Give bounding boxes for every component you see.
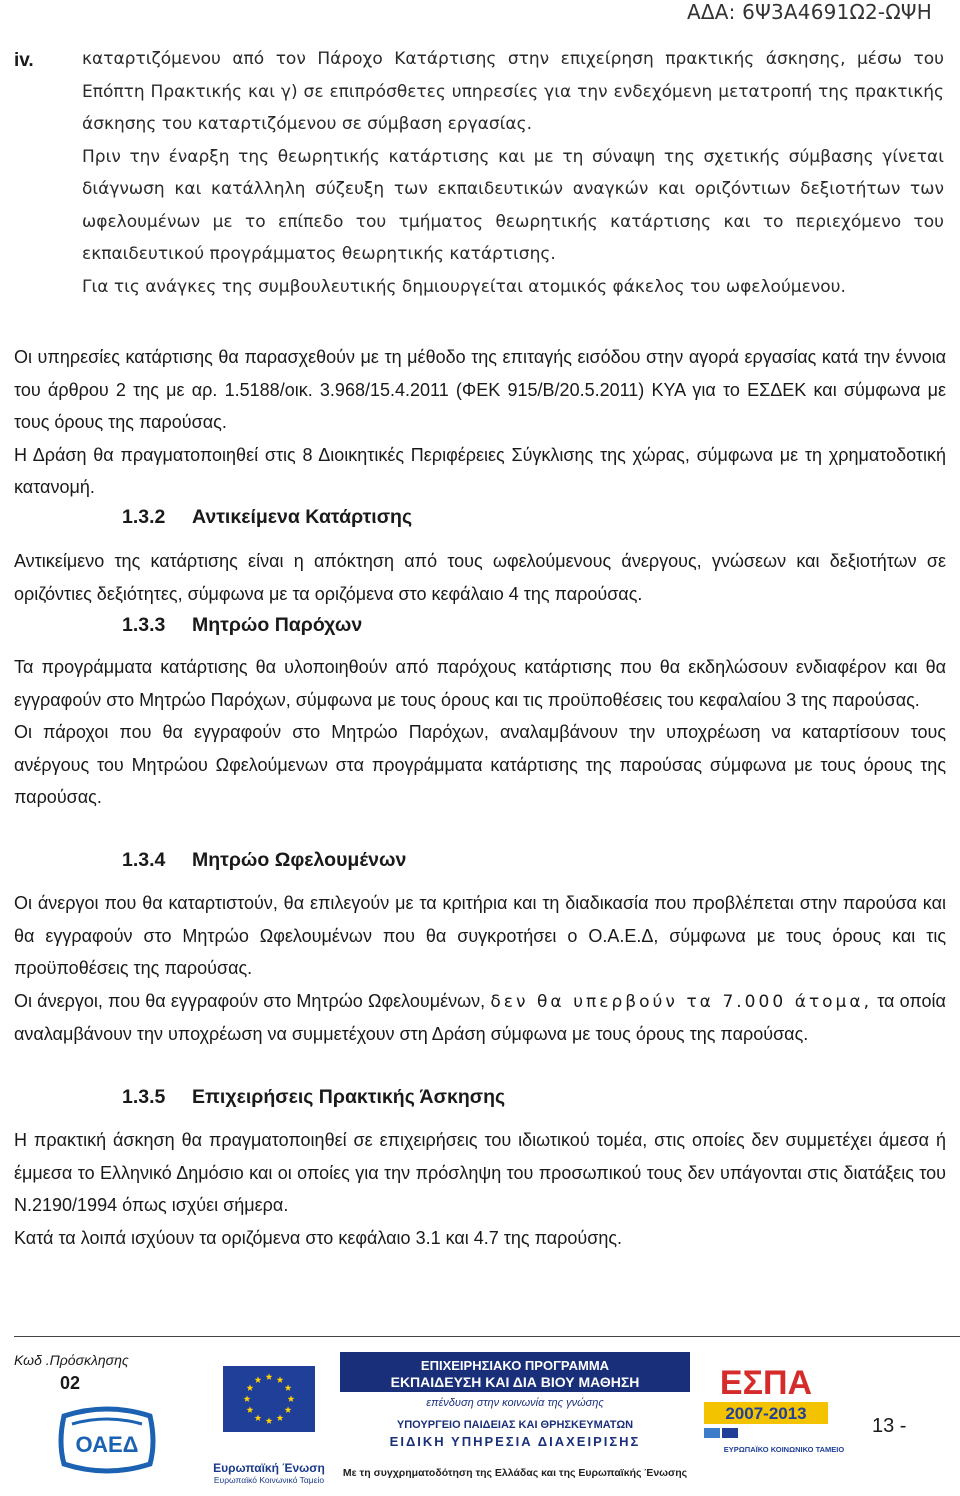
main-text-1 [14, 341, 946, 504]
section-title: Επιχειρήσεις Πρακτικής Άσκησης [192, 1086, 506, 1108]
epan-line3: επένδυση στην κοινωνία της γνώσης [426, 1397, 604, 1409]
eu-subtitle: Ευρωπαϊκό Κοινωνικό Ταμείο [213, 1475, 325, 1485]
paragraph: Η Δράση θα πραγματοποιηθεί στις 8 Διοικητικές Περιφέρειες Σύγκλισης της χώρας, σύμφωνα με τη χρηματοδοτική κατανομή. [14, 444, 946, 497]
epan-line2: ΕΚΠΑΙΔΕΥΣΗ ΚΑΙ ΔΙΑ ΒΙΟΥ ΜΑΘΗΣΗ [390, 1374, 640, 1390]
section-title: Μητρώο Ωφελουμένων [192, 849, 407, 871]
main-text-4 [14, 887, 946, 1051]
call-code-label: Κωδ .Πρόσκλησης [14, 1352, 129, 1368]
oaed-wordmark: ΟΑΕΔ [75, 1432, 139, 1457]
text-run-spaced: δεν θα υπερβούν τα 7.000 άτομα, [490, 991, 872, 1012]
espa-logo [700, 1356, 845, 1460]
espa-subtitle: ΕΥΡΩΠΑΪΚΟ ΚΟΙΝΩΝΙΚΟ ΤΑΜΕΙΟ [723, 1445, 845, 1454]
paragraph: Πριν την έναρξη της θεωρητικής κατάρτισης και με τη σύναψη της σχετικής σύμβασης γίνεται διάγνωση και κατάλληλη σύζευξη των εκπαιδευτικών αναγκών και οριζόντιων δεξιοτήτων των ωφελουμένων με το επίπεδο του τμήματος θεωρητικής κατάρτισης και το περιεχόμενο του εκπαιδευτικού προγράμματος θεωρητικής κατάρτισης. [82, 146, 944, 264]
epan-title: ΕΠΙΧΕΙΡΗΣΙΑΚΟ ΠΡΟΓΡΑΜΜΑ [420, 1358, 610, 1373]
section-number: 1.3.4 [122, 849, 166, 871]
section-heading-1-3-3 [122, 614, 362, 637]
section-heading-1-3-4 [122, 849, 406, 872]
section-heading-1-3-2 [122, 506, 412, 529]
epan-banner [340, 1352, 690, 1482]
main-text-3 [14, 651, 946, 814]
epan-line4: ΥΠΟΥΡΓΕΙΟ ΠΑΙΔΕΙΑΣ ΚΑΙ ΘΡΗΣΚΕΥΜΑΤΩΝ [396, 1419, 634, 1431]
text-run: Οι άνεργοι, που θα εγγραφούν στο Μητρώο Ωφελουμένων, [14, 990, 486, 1011]
ada-code: ΑΔΑ: 6Ψ3Α4691Ω2-ΩΨΗ [686, 0, 932, 24]
paragraph [14, 985, 946, 1051]
espa-title: ΕΣΠΑ [719, 1364, 813, 1402]
paragraph: Οι υπηρεσίες κατάρτισης θα παρασχεθούν με τη μέθοδο της επιταγής εισόδου στην αγορά εργασίας κατά την έννοια του άρθρου 2 της με αρ. 1.5188/οικ. 3.968/15.4.2011 (ΦΕΚ 915/Β/20.5.2011) ΚΥΑ για το ΕΣΔΕΚ και σύμφωνα με τους όρους της παρούσας. [14, 347, 946, 432]
section-title: Αντικείμενα Κατάρτισης [192, 506, 413, 528]
paragraph: Για τις ανάγκες της συμβουλευτικής δημιουργείται ατομικός φάκελος του ωφελούμενου. [82, 276, 846, 297]
paragraph: Η πρακτική άσκηση θα πραγματοποιηθεί σε επιχειρήσεις του ιδιωτικού τομέα, στις οποίες δεν συμμετέχει άμεσα ή έμμεσα το Ελληνικό Δημόσιο και οι οποίες για την πρόσληψη του προσωπικού τους δεν υπάγονται στις διατάξεις του Ν.2190/1994 όπως ισχύει σήμερα. [14, 1130, 946, 1215]
indented-block [82, 43, 944, 303]
call-code-value: 02 [60, 1373, 81, 1393]
main-text-2 [14, 545, 946, 610]
eu-title: Ευρωπαϊκή Ένωση [213, 1461, 325, 1475]
paragraph: Οι πάροχοι που θα εγγραφούν στο Μητρώο Παρόχων, αναλαμβάνουν την υποχρέωση να καταρτίσουν τους ανέργους του Μητρώου Ωφελούμενων στα προγράμματα κατάρτισης της παρούσας σύμφωνα με τους όρους της παρούσας. [14, 722, 946, 807]
eu-logo [205, 1362, 333, 1492]
section-number: 1.3.3 [122, 614, 166, 636]
cofund-text: Με τη συγχρηματοδότηση της Ελλάδας και της Ευρωπαϊκής Ένωσης [342, 1467, 688, 1479]
section-title: Μητρώο Παρόχων [192, 614, 363, 636]
paragraph: καταρτιζόμενου από τον Πάροχο Κατάρτισης στην επιχείρηση πρακτικής άσκησης, μέσω του Επόπτη Πρακτικής και γ) σε επιπρόσθετες υπηρεσίες για την ενδεχόμενη μετατροπή της πρακτικής άσκησης του καταρτιζόμενου σε σύμβαση εργασίας. [82, 49, 944, 134]
oaed-logo [58, 1406, 156, 1474]
epan-line5: ΕΙΔΙΚΗ ΥΠΗΡΕΣΙΑ ΔΙΑΧΕΙΡΙΣΗΣ [389, 1434, 641, 1449]
main-text-5 [14, 1124, 946, 1254]
paragraph: Τα προγράμματα κατάρτισης θα υλοποιηθούν από παρόχους κατάρτισης που θα εκδηλώσουν ενδιαφέρον και θα εγγραφούν στο Μητρώο Παρόχων, σύμφωνα με τους όρους και τις προϋποθέσεις του κεφαλαίου 3 της παρούσας. [14, 657, 946, 710]
paragraph: Αντικείμενο της κατάρτισης είναι η απόκτηση από τους ωφελούμενους άνεργους, γνώσεων και δεξιοτήτων σε οριζόντιες δεξιότητες, σύμφωνα με τα οριζόμενα στο κεφάλαιο 4 της παρούσας. [14, 551, 946, 604]
paragraph: Οι άνεργοι που θα καταρτιστούν, θα επιλεγούν με τα κριτήρια και τη διαδικασία που προβλέπεται στην παρούσα και θα εγγραφούν στο Μητρώο Ωφελουμένων που θα συγκροτήσει ο Ο.Α.Ε.Δ, σύμφωνα με τους όρους και τις προϋποθέσεις της παρούσας. [14, 893, 946, 978]
list-marker: iv. [14, 50, 34, 71]
espa-years: 2007-2013 [725, 1404, 807, 1423]
text-run: τα οποία αναλαμβάνουν την υποχρέωση να συμμετέχουν στη Δράση σύμφωνα με τους όρους της παρούσας. [14, 990, 946, 1044]
paragraph: Κατά τα λοιπά ισχύουν τα οριζόμενα στο κεφάλαιο 3.1 και 4.7 της παρούσης. [14, 1227, 623, 1248]
section-number: 1.3.5 [122, 1086, 166, 1108]
section-number: 1.3.2 [122, 506, 166, 528]
page-number: 13 - [872, 1415, 907, 1437]
section-heading-1-3-5 [122, 1086, 505, 1109]
footer-divider [14, 1336, 960, 1337]
